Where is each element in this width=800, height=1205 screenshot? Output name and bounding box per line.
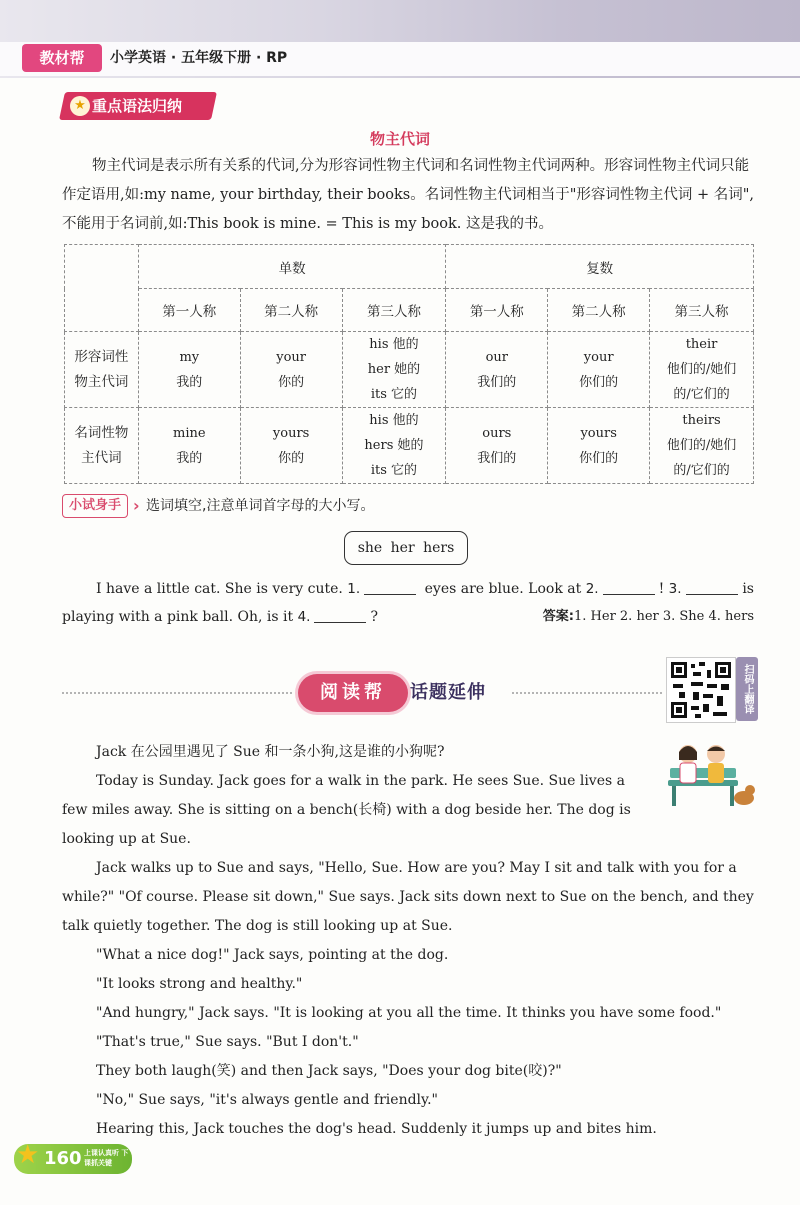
group-plural: 复数: [446, 245, 754, 289]
table-row: [65, 408, 754, 484]
section-badge-label: 重点语法归纳: [92, 97, 183, 115]
passage-paragraph: "That's true," Sue says. "But I don't.": [96, 1034, 359, 1050]
person-header: 第三人称: [342, 289, 446, 332]
group-singular: 单数: [138, 245, 446, 289]
table-cell: ours 我们的: [446, 408, 548, 484]
table-cell: your 你们的: [548, 332, 650, 408]
chevron-right-icon: ›: [133, 496, 140, 515]
passage-paragraph: Hearing this, Jack touches the dog's head. Suddenly it jumps up and bites him.: [96, 1121, 657, 1137]
table-cell: his 他的 her 她的 its 它的: [342, 332, 446, 408]
pronoun-table: [64, 244, 754, 484]
reading-subtitle: 话题延伸: [410, 682, 486, 703]
footer-tagline: 上课认真听 下课抓关键: [84, 1149, 129, 1167]
passage-paragraph: "And hungry," Jack says. "It is looking at you all the time. It thinks you have some food.": [96, 1005, 722, 1021]
brand-label: 教材帮: [22, 44, 102, 72]
table-row: [65, 332, 754, 408]
row-label: 形容词性 物主代词: [65, 332, 139, 408]
table-cell: our 我们的: [446, 332, 548, 408]
answer-blank[interactable]: [603, 580, 655, 595]
divider: [512, 692, 662, 694]
exercise-tag: 小试身手: [62, 494, 128, 518]
exercise-line-1: I have a little cat. She is very cute. 1. eyes are blue. Look at 2. ! 3. is: [96, 581, 754, 597]
table-cell: their 他们的/她们 的/它们的: [650, 332, 754, 408]
row-label: 名词性物 主代词: [65, 408, 139, 484]
exercise-line-2: playing with a pink ball. Oh, is it 4. ?: [62, 609, 378, 625]
park-bench-illustration: [664, 738, 758, 812]
intro-paragraph: 物主代词是表示所有关系的代词,分为形容词性物主代词和名词性物主代词两种。形容词性物主代词只能作定语用,如:my name, your birthday, their books。名词性物主代词相当于"形容词性物主代词 + 名词",不能用于名词前,如:This book is mine. = This is my book. 这是我的书。: [62, 158, 755, 232]
person-header: 第一人称: [446, 289, 548, 332]
passage-paragraph: "It looks strong and healthy.": [96, 976, 303, 992]
reading-title: 阅读帮: [298, 674, 408, 712]
reading-passage: [62, 738, 754, 1144]
passage-paragraph: "What a nice dog!" Jack says, pointing at the dog.: [96, 947, 449, 963]
passage-paragraph: Today is Sunday. Jack goes for a walk in the park. He sees Sue. Sue lives a few miles away. She is sitting on a bench(长椅) with a dog beside her. The dog is looking up at Sue.: [62, 773, 631, 847]
qr-code-icon[interactable]: [666, 657, 736, 723]
book-title: 小学英语 · 五年级下册 · RP: [110, 50, 288, 66]
person-header: 第三人称: [650, 289, 754, 332]
table-cell: yours 你的: [240, 408, 342, 484]
qr-scan-tab: 扫码上翻译: [736, 657, 758, 721]
table-corner: [65, 245, 139, 332]
person-header: 第二人称: [240, 289, 342, 332]
table-cell: theirs 他们的/她们 的/它们的: [650, 408, 754, 484]
table-cell: your 你的: [240, 332, 342, 408]
person-header: 第一人称: [138, 289, 240, 332]
passage-paragraph: Jack 在公园里遇见了 Sue 和一条小狗,这是谁的小狗呢?: [96, 744, 445, 760]
person-header: 第二人称: [548, 289, 650, 332]
star-icon: ★: [70, 96, 90, 116]
passage-paragraph: "No," Sue says, "it's always gentle and friendly.": [96, 1092, 438, 1108]
blank-number: 1.: [347, 581, 361, 597]
table-cell: my 我的: [138, 332, 240, 408]
passage-paragraph: Jack walks up to Sue and says, "Hello, Sue. How are you? May I sit and talk with you for a while?" "Of course. Please sit down," Sue says. Jack sits down next to Sue on the bench, and they talk quietly together. The dog is still looking up at Sue.: [62, 860, 754, 934]
passage-paragraph: They both laugh(笑) and then Jack says, "Does your dog bite(咬)?": [96, 1063, 562, 1079]
blank-number: 4.: [297, 609, 311, 625]
answer-blank[interactable]: [314, 608, 366, 623]
topic-title: 物主代词: [369, 130, 430, 148]
answer-key: 答案:1. Her 2. her 3. She 4. hers: [542, 609, 754, 624]
answer-blank[interactable]: [686, 580, 738, 595]
table-cell: yours 你们的: [548, 408, 650, 484]
word-bank: she her hers: [344, 531, 468, 565]
table-cell: his 他的 hers 她的 its 它的: [342, 408, 446, 484]
star-icon: ★: [16, 1140, 40, 1170]
blank-number: 2.: [585, 581, 599, 597]
table-cell: mine 我的: [138, 408, 240, 484]
divider: [62, 692, 292, 694]
answer-blank[interactable]: [364, 580, 416, 595]
page-number: 160: [44, 1148, 82, 1169]
blank-number: 3.: [668, 581, 682, 597]
exercise-instruction: 选词填空,注意单词首字母的大小写。: [146, 498, 375, 514]
